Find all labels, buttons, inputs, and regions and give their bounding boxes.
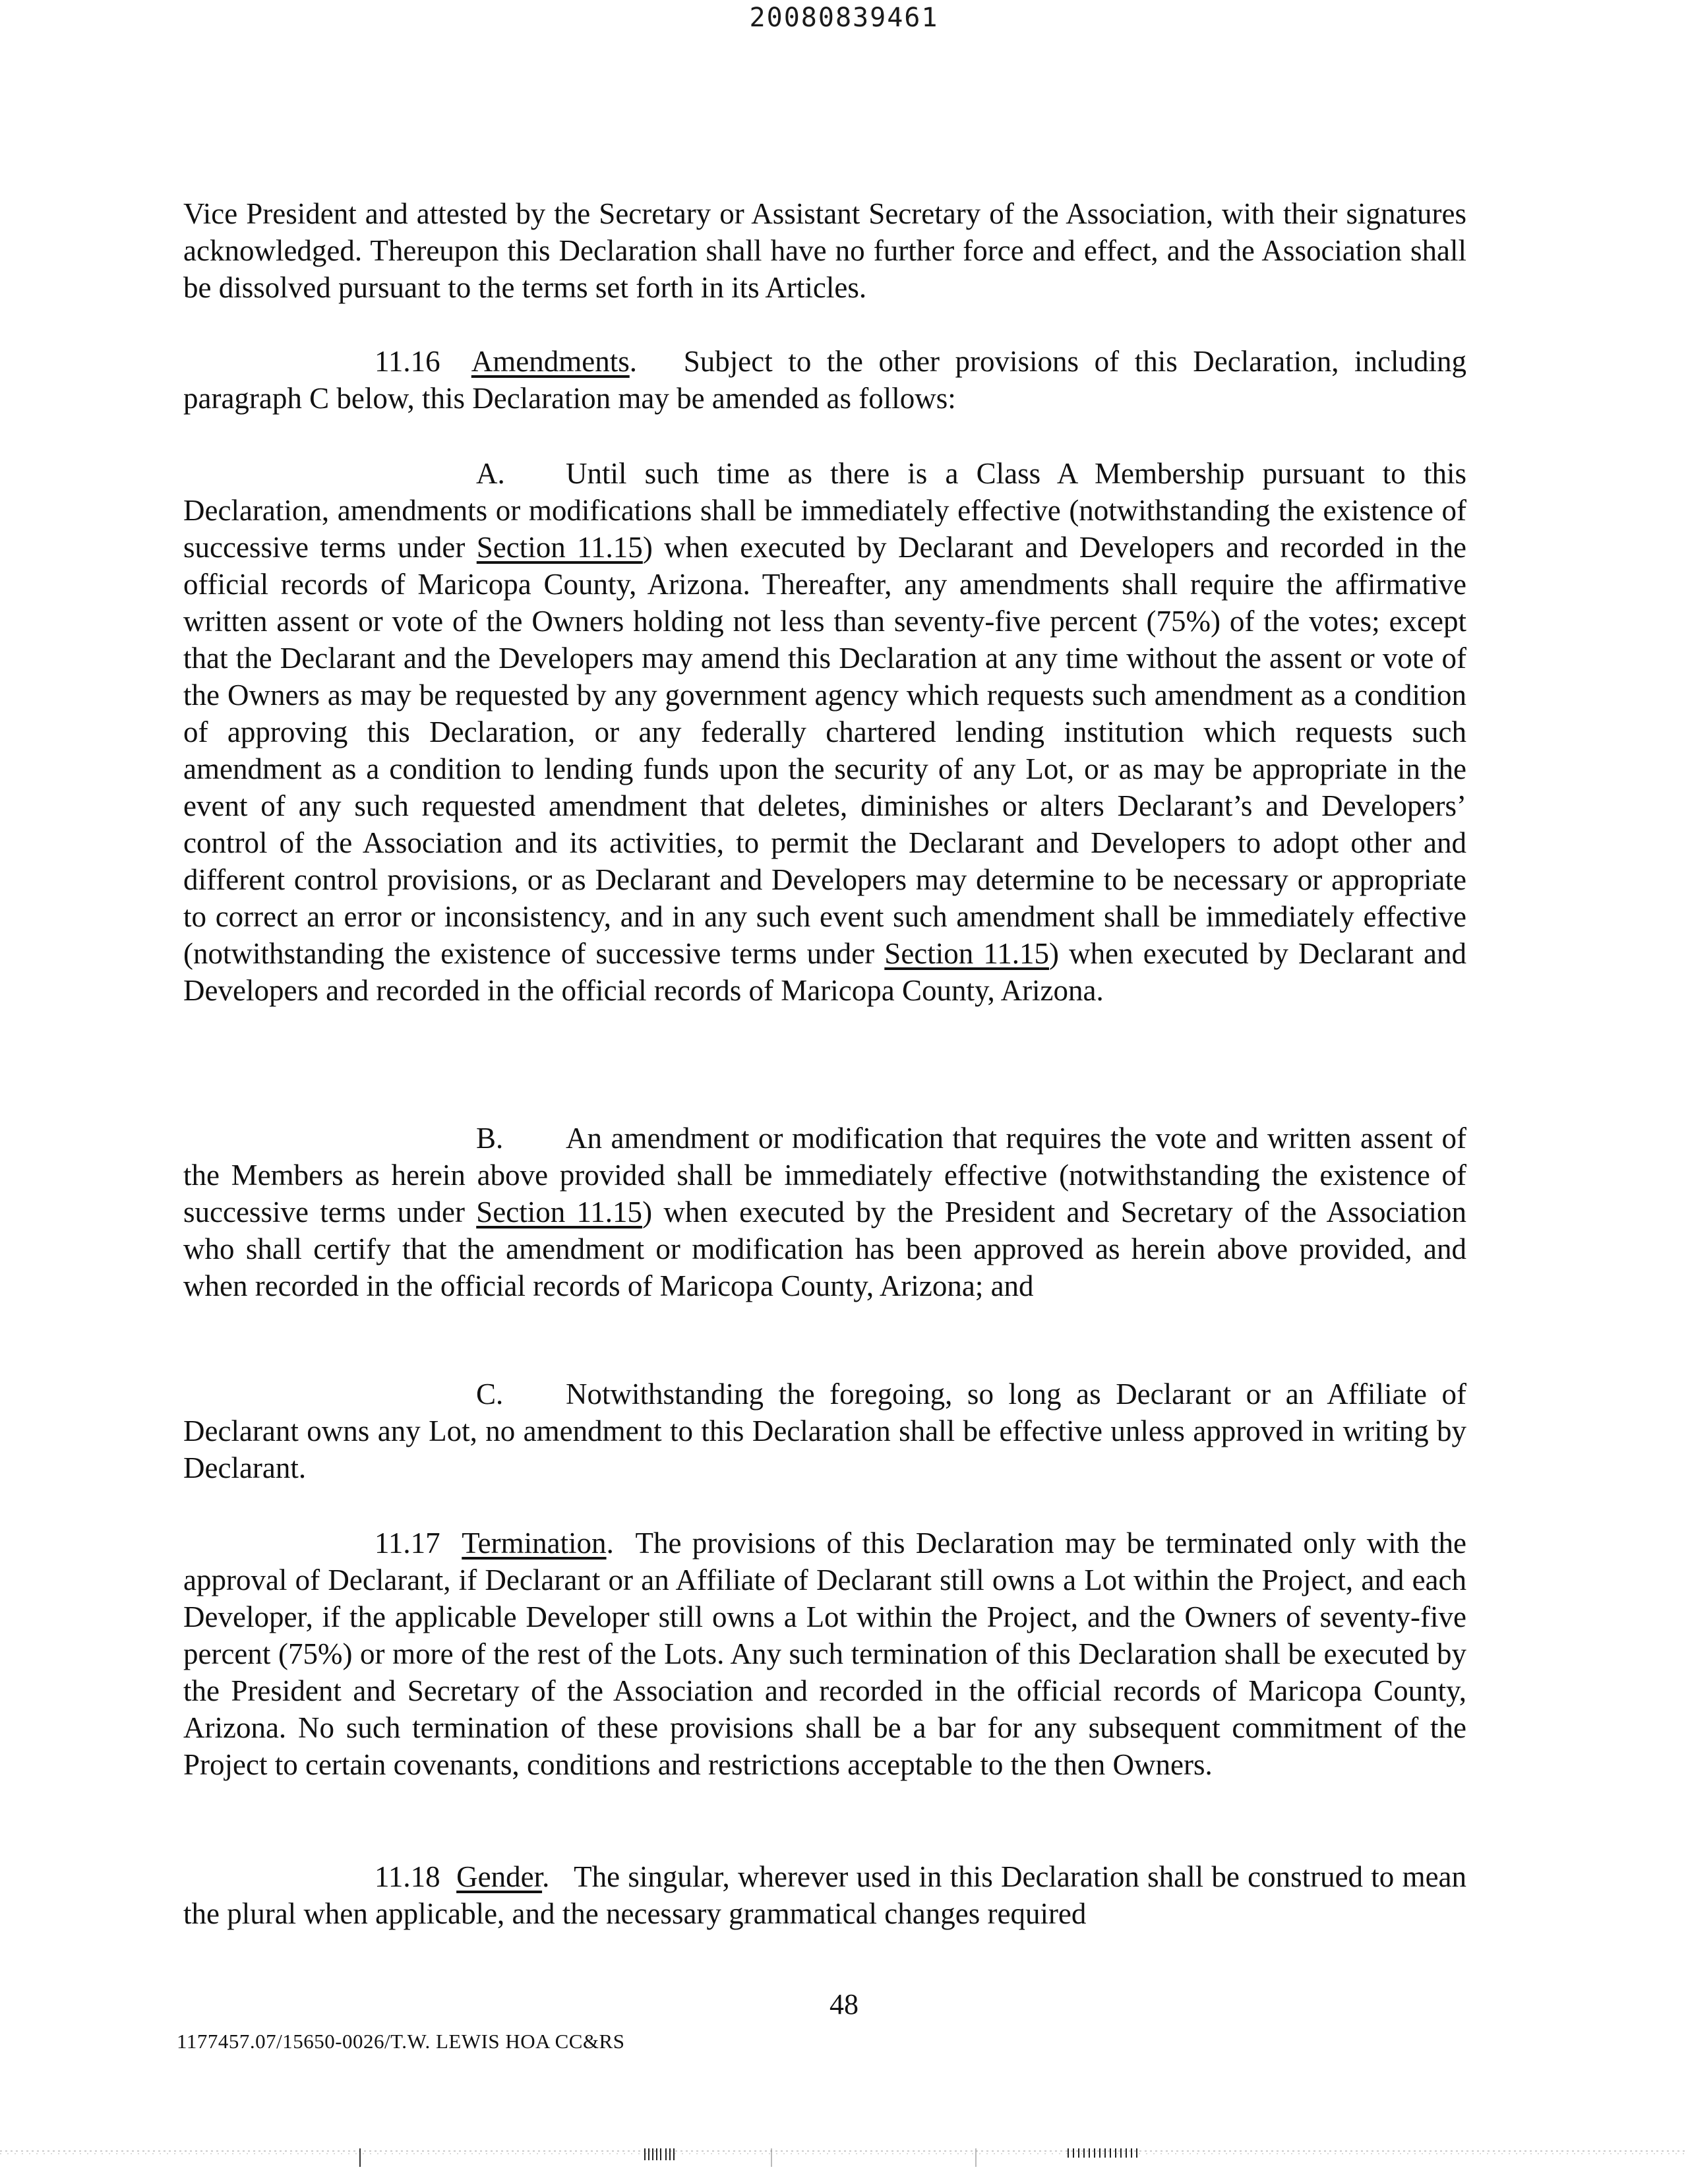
- section-number: 11.16: [375, 345, 440, 378]
- subparagraph-text: Until such time as there is a Class A Membership pursuant to this Declaration, amendments or modifications shall be immediately effective (notwithstanding the existence of successive terms under: [183, 457, 1466, 564]
- document-id: 1177457.07/15650-0026/T.W. LEWIS HOA CC&RS: [177, 2030, 625, 2053]
- section-reference: Section 11.15: [884, 937, 1050, 970]
- section-heading: Termination: [462, 1527, 607, 1560]
- section-11-16: 11.16 Amendments. Subject to the other provisions of this Declaration, including paragraph C below, this Declaration may be amended as follows:: [183, 345, 1467, 415]
- subparagraph-text: ) when executed by the President and Secretary of the Association who shall certify that the amendment or modification has been approved as herein above provided, and when recorded in the official records of Maricopa County, Arizona; and: [183, 1196, 1466, 1302]
- section-reference: Section 11.15: [476, 1196, 643, 1228]
- page-number: 48: [829, 1988, 859, 2020]
- subparagraph-text: ) when executed by Declarant and Developers and recorded in the official records of Maricopa County, Arizona.: [183, 937, 1466, 1007]
- section-reference: Section 11.15: [476, 531, 643, 564]
- section-11-18: 11.18 Gender. The singular, wherever used in this Declaration shall be construed to mean the plural when applicable, and the necessary grammatical changes required: [183, 1860, 1467, 1930]
- continuation-paragraph: Vice President and attested by the Secretary or Assistant Secretary of the Association, with their signatures acknowledged. Thereupon this Declaration shall have no further force and effect, and the Association shall be dissolved pursuant to the terms set forth in its Articles.: [183, 197, 1466, 304]
- section-text: Subject to the other provisions of this Declaration, including paragraph C below, this Declaration may be amended as follows:: [183, 345, 1467, 415]
- subparagraph-letter: B.: [476, 1122, 504, 1155]
- section-text: The provisions of this Declaration may be terminated only with the approval of Declarant, if Declarant or an Affiliate of Declarant still owns a Lot within the Project, and each Developer, if the applicable Developer still owns a Lot within the Project, and the Owners of seventy-five percent (75%) or more of the rest of the Lots. Any such termination of this Declaration shall be executed by the President and Secretary of the Association and recorded in the official records of Maricopa County, Arizona. No such termination of these provisions shall be a bar for any subsequent commitment of the Project to certain covenants, conditions and restrictions acceptable to the then Owners.: [183, 1527, 1467, 1781]
- section-number: 11.17: [375, 1527, 440, 1560]
- subparagraph-text: Notwithstanding the foregoing, so long as Declarant or an Affiliate of Declarant owns any Lot, no amendment to this Declaration shall be effective unless approved in writing by Declarant.: [183, 1378, 1466, 1484]
- subparagraph-letter: A.: [476, 457, 505, 490]
- recording-number: 20080839461: [749, 3, 939, 33]
- section-text: The singular, wherever used in this Declaration shall be construed to mean the plural when applicable, and the necessary grammatical changes required: [183, 1860, 1467, 1930]
- subparagraph-a: [183, 455, 1466, 1009]
- subparagraph-text: ) when executed by Declarant and Developers and recorded in the official records of Maricopa County, Arizona. Thereafter, any amendments shall require the affirmative written assent or vote of the Owners holding not less than seventy-five percent (75%) of the votes; except that the Declarant and the Developers may amend this Declaration at any time without the assent or vote of the Owners as may be requested by any government agency which requests such amendment as a condition of approving this Declaration, or any federally chartered lending institution which requests such amendment as a condition to lending funds upon the security of any Lot, or as may be appropriate in the event of any such requested amendment that deletes, diminishes or alters Declarant’s and Developers’ control of the Association and its activities, to permit the Declarant and Developers to adopt other and different control provisions, or as Declarant and Developers may determine to be necessary or appropriate to correct an error or inconsistency, and in any such event such amendment shall be immediately effective (notwithstanding the existence of successive terms under: [183, 531, 1466, 970]
- section-heading: Amendments: [471, 345, 630, 378]
- section-heading: Gender: [456, 1860, 543, 1893]
- subparagraph-c: [183, 1376, 1466, 1486]
- scan-artifact-strip: [0, 2144, 1688, 2167]
- subparagraph-letter: C.: [476, 1378, 504, 1410]
- subparagraph-text: An amendment or modification that requires the vote and written assent of the Members as herein above provided shall be immediately effective (notwithstanding the existence of successive terms under: [183, 1122, 1466, 1228]
- subparagraph-b: [183, 1120, 1466, 1304]
- section-11-17: 11.17 Termination. The provisions of this Declaration may be terminated only with the approval of Declarant, if Declarant or an Affiliate of Declarant still owns a Lot within the Project, and each Developer, if the applicable Developer still owns a Lot within the Project, and the Owners of seventy-five percent (75%) or more of the rest of the Lots. Any such termination of this Declaration shall be executed by the President and Secretary of the Association and recorded in the official records of Maricopa County, Arizona. No such termination of these provisions shall be a bar for any subsequent commitment of the Project to certain covenants, conditions and restrictions acceptable to the then Owners.: [183, 1527, 1467, 1781]
- section-number: 11.18: [375, 1860, 440, 1893]
